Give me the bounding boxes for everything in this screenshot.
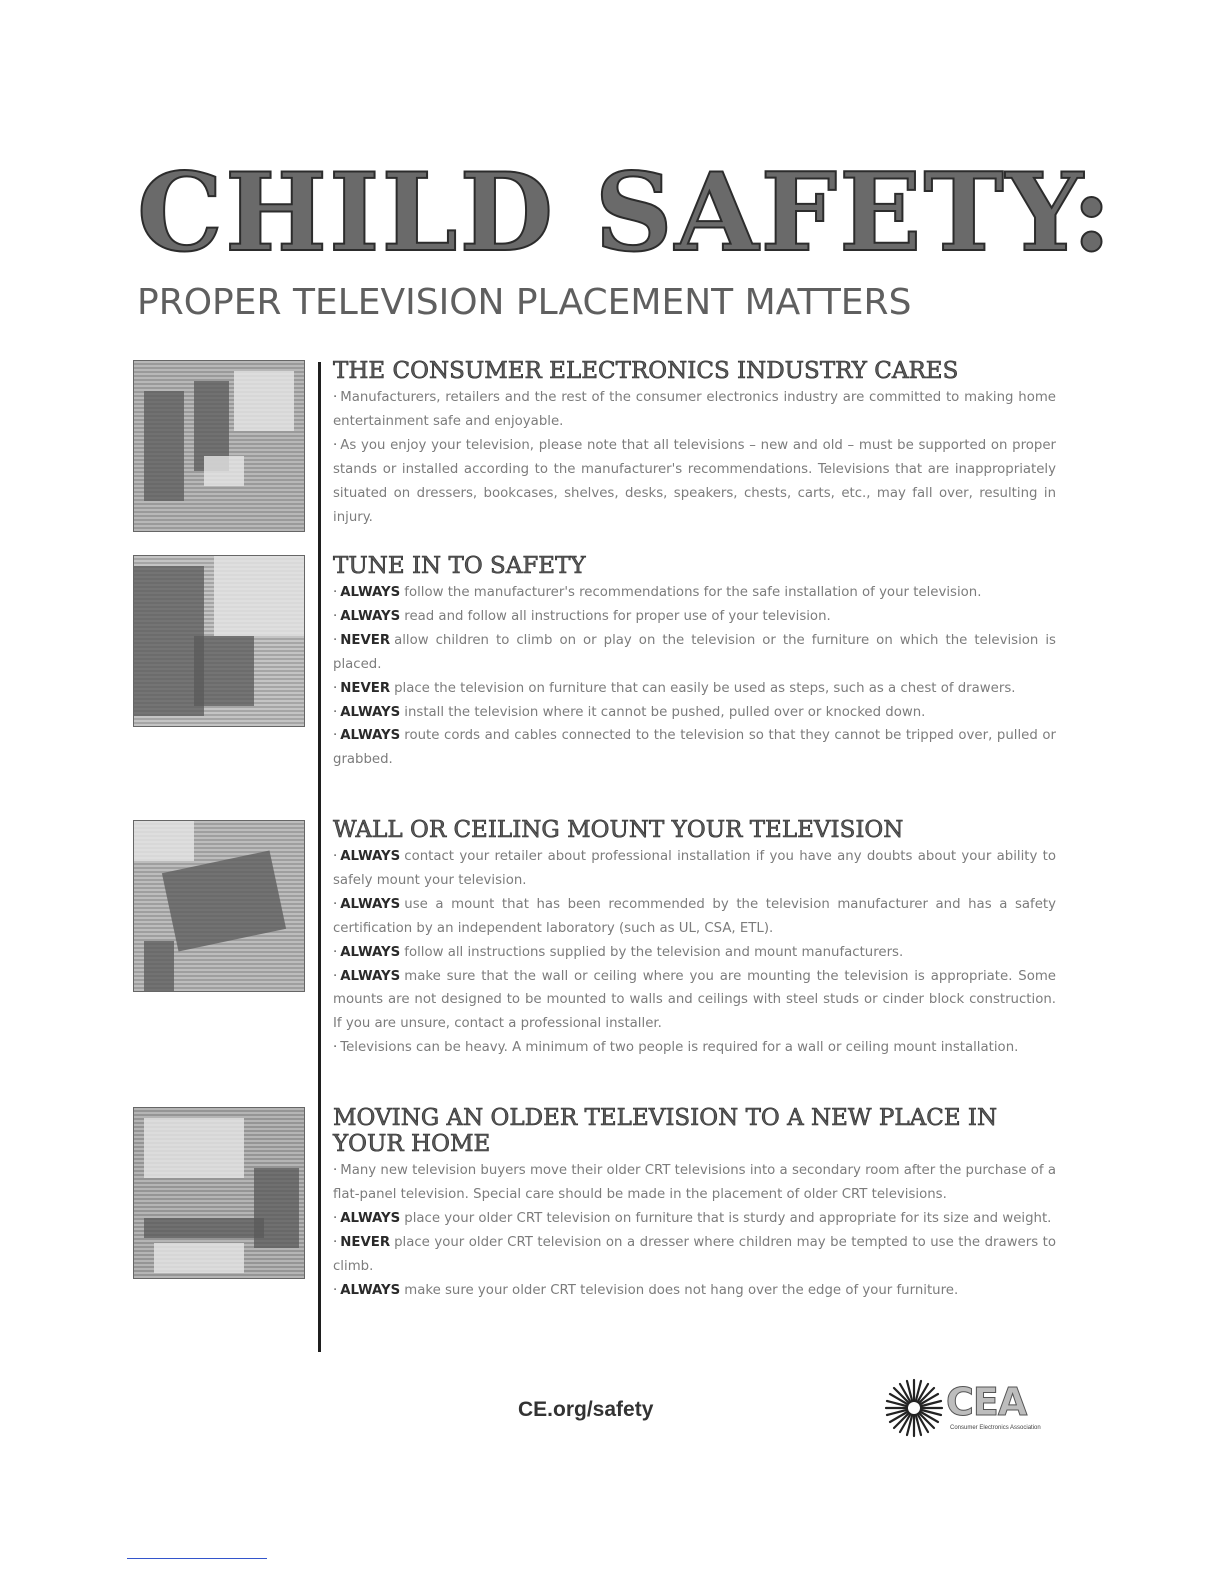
section-industry-cares xyxy=(333,358,1056,529)
bullet-dot: · xyxy=(333,944,338,960)
item-text: make sure your older CRT television does not hang over the edge of your furniture. xyxy=(404,1282,959,1298)
older-tv-room-photo xyxy=(133,1107,305,1279)
bullet-dot: · xyxy=(333,585,338,600)
family-watching-tv-photo xyxy=(133,555,305,727)
bullet-dot: · xyxy=(333,680,338,696)
bullet-list xyxy=(333,386,1056,529)
logo-tagline: Consumer Electronics Association xyxy=(950,1425,1041,1431)
item-text: contact your retailer about professional installation if you have any doubts about your ability to safely mount your television. xyxy=(333,849,1056,888)
mounting-tv-photo xyxy=(133,820,305,992)
item-text: use a mount that has been recommended by the television manufacturer and has a safety certification by an independent laboratory (such as UL, CSA, ETL). xyxy=(333,896,1056,936)
bullet-list xyxy=(333,581,1056,772)
item-text: read and follow all instructions for proper use of your television. xyxy=(404,608,831,624)
bullet-dot: · xyxy=(333,1040,338,1056)
list-item xyxy=(333,965,1056,1037)
bullet-dot: · xyxy=(333,849,338,864)
list-item xyxy=(333,581,1056,605)
section-tune-in-to-safety xyxy=(333,553,1056,772)
bullet-dot: · xyxy=(333,1163,338,1178)
section-title: TUNE IN TO SAFETY xyxy=(333,553,586,579)
list-item xyxy=(333,386,1056,434)
list-item xyxy=(333,701,1056,725)
item-text: follow the manufacturer's recommendations for the safe installation of your television. xyxy=(404,585,982,600)
list-item xyxy=(333,1231,1056,1279)
item-text: As you enjoy your television, please note that all televisions – new and old – must be supported on proper stands or installed according to the manufacturer's recommendations. Televisions that are inappropriately situated on dressers, bookcases, shelves, desks, speakers, chests, carts, etc., may fall over, resulting in injury. xyxy=(333,437,1056,525)
item-text: Televisions can be heavy. A minimum of two people is required for a wall or ceiling mount installation. xyxy=(340,1040,1019,1056)
item-keyword: ALWAYS xyxy=(340,704,401,720)
starburst-icon xyxy=(884,1378,944,1438)
item-text: Many new television buyers move their older CRT televisions into a secondary room after the purchase of a flat-panel television. Special care should be made in the placement of older CRT televisions. xyxy=(333,1163,1056,1202)
bullet-dot: · xyxy=(333,390,338,405)
bullet-dot: · xyxy=(333,1282,338,1298)
section-moving-older-tv xyxy=(333,1105,1056,1302)
list-item xyxy=(333,941,1056,965)
list-item xyxy=(333,1159,1056,1207)
item-keyword: ALWAYS xyxy=(340,608,401,624)
item-keyword: ALWAYS xyxy=(340,944,401,960)
bullet-dot: · xyxy=(333,632,338,648)
list-item xyxy=(333,605,1056,629)
bullet-list xyxy=(333,845,1056,1060)
item-text: allow children to climb on or play on the television or the furniture on which the television is placed. xyxy=(333,632,1056,672)
section-wall-ceiling-mount xyxy=(333,817,1056,1060)
list-item xyxy=(333,724,1056,772)
page-title: CHILD SAFETY: xyxy=(137,150,1114,276)
bullet-dot: · xyxy=(333,608,338,624)
section-title: THE CONSUMER ELECTRONICS INDUSTRY CARES xyxy=(333,358,959,384)
item-text: place your older CRT television on furniture that is sturdy and appropriate for its size and weight. xyxy=(404,1210,1052,1226)
list-item xyxy=(333,1207,1056,1231)
item-keyword: ALWAYS xyxy=(340,728,401,744)
vertical-divider xyxy=(318,362,321,1352)
list-item xyxy=(333,845,1056,893)
item-text: make sure that the wall or ceiling where you are mounting the television is appropriate. Some mounts are not designed to be mounted to walls and ceilings with steel studs or cinder block construction. If you are unsure, contact a professional installer. xyxy=(333,968,1056,1032)
bullet-dot: · xyxy=(333,704,338,720)
item-text: install the television where it cannot be pushed, pulled over or knocked down. xyxy=(404,704,926,720)
bullet-list xyxy=(333,1159,1056,1302)
list-item xyxy=(333,893,1056,941)
item-keyword: ALWAYS xyxy=(340,1210,401,1226)
logo-wordmark: CEA xyxy=(946,1380,1027,1424)
footer-link-underline xyxy=(127,1558,267,1559)
item-text: place your older CRT television on a dresser where children may be tempted to use the drawers to climb. xyxy=(333,1234,1056,1274)
list-item xyxy=(333,677,1056,701)
list-item xyxy=(333,1036,1056,1060)
item-keyword: NEVER xyxy=(340,680,391,696)
safety-url-link[interactable]: CE.org/safety xyxy=(518,1398,654,1421)
cea-logo xyxy=(884,1378,1064,1438)
item-text: Manufacturers, retailers and the rest of the consumer electronics industry are committed to making home entertainment safe and enjoyable. xyxy=(333,390,1056,429)
list-item xyxy=(333,434,1056,530)
bullet-dot: · xyxy=(333,728,338,744)
item-keyword: ALWAYS xyxy=(340,1282,401,1298)
item-keyword: ALWAYS xyxy=(340,849,401,864)
section-title: WALL OR CEILING MOUNT YOUR TELEVISION xyxy=(333,817,904,843)
item-keyword: ALWAYS xyxy=(340,968,401,984)
bullet-dot: · xyxy=(333,437,338,453)
page-subtitle: PROPER TELEVISION PLACEMENT MATTERS xyxy=(137,282,912,323)
item-text: route cords and cables connected to the television so that they cannot be tripped over, pulled or grabbed. xyxy=(333,728,1056,768)
bullet-dot: · xyxy=(333,896,338,912)
item-text: place the television on furniture that can easily be used as steps, such as a chest of drawers. xyxy=(394,680,1016,696)
item-keyword: NEVER xyxy=(340,632,391,648)
retail-store-photo xyxy=(133,360,305,532)
bullet-dot: · xyxy=(333,1234,338,1250)
item-text: follow all instructions supplied by the television and mount manufacturers. xyxy=(404,944,904,960)
section-title: MOVING AN OLDER TELEVISION TO A NEW PLACE IN YOUR HOME xyxy=(333,1105,998,1157)
list-item xyxy=(333,1279,1056,1303)
list-item xyxy=(333,629,1056,677)
bullet-dot: · xyxy=(333,1210,338,1226)
bullet-dot: · xyxy=(333,968,338,984)
item-keyword: ALWAYS xyxy=(340,896,401,912)
item-keyword: NEVER xyxy=(340,1234,391,1250)
item-keyword: ALWAYS xyxy=(340,585,401,600)
